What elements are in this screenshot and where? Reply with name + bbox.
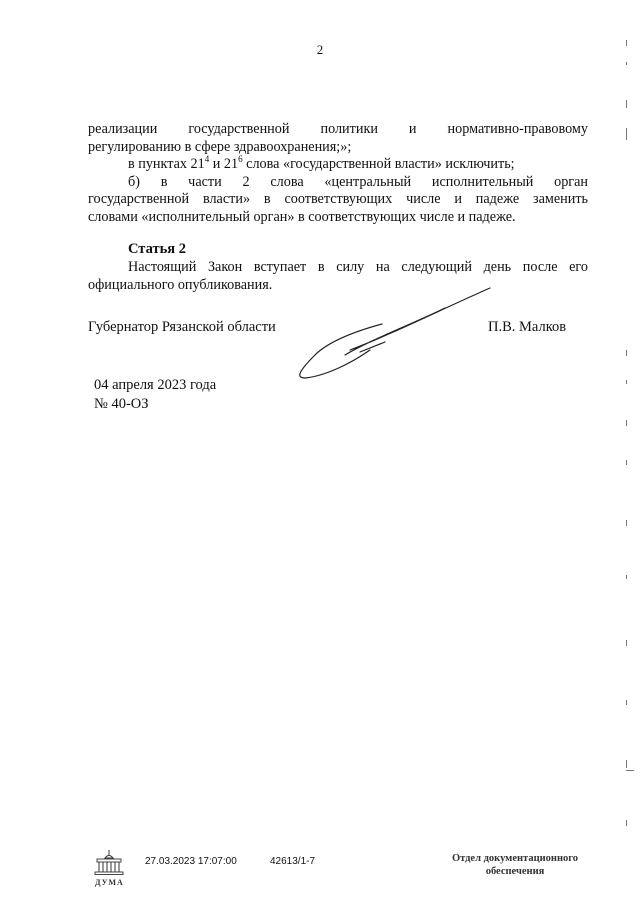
article-line: официального опубликования. (88, 276, 273, 293)
handwritten-signature (290, 280, 500, 390)
governor-title: Губернатор Рязанской области (88, 319, 276, 335)
scan-margin-marks (626, 0, 636, 905)
superscript: 6 (238, 154, 243, 164)
amendment-points-line (88, 156, 588, 174)
stamp-line: обеспечения (485, 866, 545, 877)
page-number: 2 (316, 42, 324, 57)
stamp-line: Отдел документационного (451, 853, 579, 864)
enactment-block (94, 376, 216, 414)
amendment-line: государственной власти» в соответствующих числе и падеже заменить (88, 191, 588, 207)
article-line: Настоящий Закон вступает в силу на следующий день после его (128, 259, 588, 275)
amendment-line: реализации государственной политики и нормативно-правовому (88, 121, 588, 137)
footer-timestamp: 27.03.2023 17:07:00 (145, 856, 237, 867)
amendment-line: б) в части 2 слова «центральный исполнительный орган (128, 173, 588, 190)
points-post: слова «государственной власти» исключить; (242, 156, 515, 172)
amendment-text (88, 121, 588, 226)
enactment-number: № 40-ОЗ (94, 396, 149, 412)
department-stamp (440, 852, 590, 878)
amendment-line: регулированию в сфере здравоохранения;»; (88, 138, 352, 155)
points-mid: и 21 (209, 156, 239, 172)
superscript: 4 (204, 154, 210, 164)
amendment-line: словами «исполнительный орган» в соответствующих числе и падеже. (88, 208, 516, 225)
footer-doc-id: 42613/1-7 (270, 856, 316, 867)
points-pre: в пунктах 21 (128, 156, 205, 172)
article-heading: Статья 2 (128, 241, 186, 257)
enactment-date: 04 апреля 2023 года (94, 377, 217, 393)
governor-name: П.В. Малков (488, 319, 567, 335)
duma-logo-text: ДУМА (95, 878, 124, 887)
